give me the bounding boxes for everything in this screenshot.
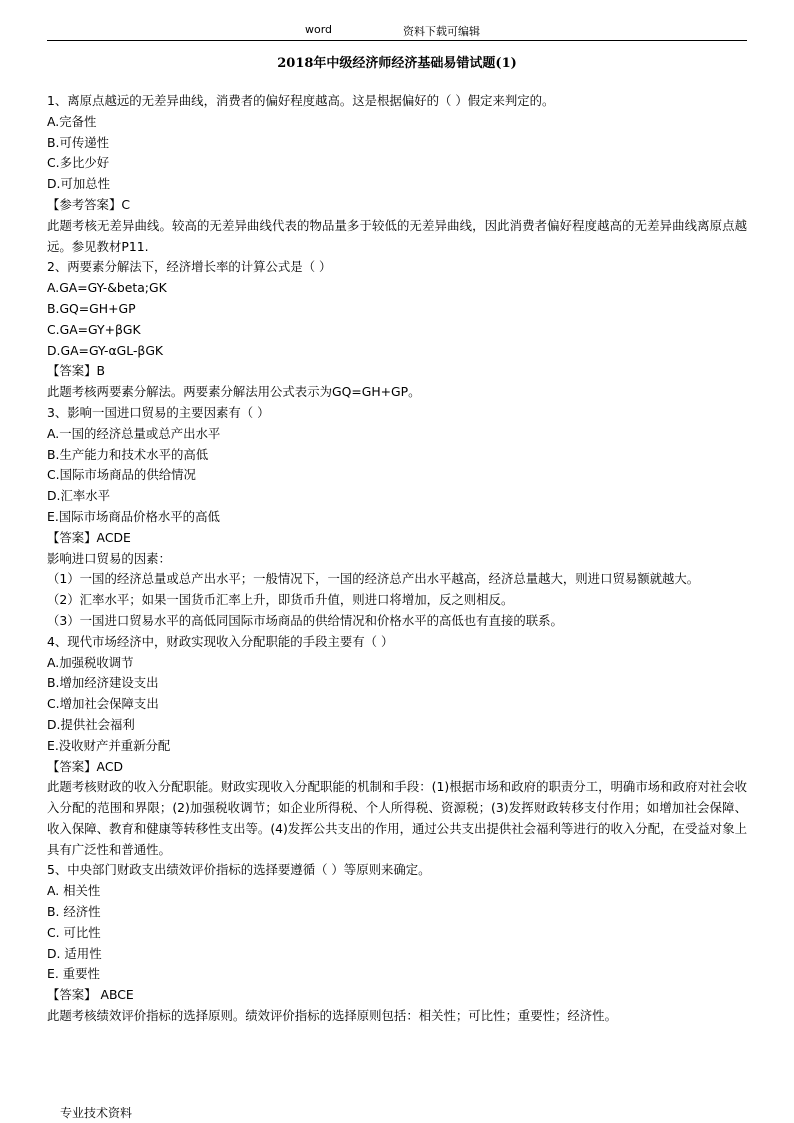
- question-2: 2、两要素分解法下，经济增长率的计算公式是（ ）: [47, 259, 332, 275]
- q4-option-c: C.增加社会保障支出: [47, 696, 159, 712]
- document-body: [47, 91, 747, 1027]
- q4-option-b: B.增加经济建设支出: [47, 675, 159, 691]
- header-right-text: 资料下载可编辑: [403, 25, 480, 38]
- q1-option-a: A.完备性: [47, 113, 97, 129]
- q2-option-c: C.GA=GY+βGK: [47, 321, 141, 337]
- page-header: [47, 22, 747, 41]
- header-left-text: word: [305, 23, 333, 36]
- q3-point-2: （2）汇率水平；如果一国货币汇率上升，即货币升值，则进口将增加，反之则相反。: [47, 592, 514, 608]
- q5-option-b: B. 经济性: [47, 904, 101, 920]
- q5-option-e: E. 重要性: [47, 966, 100, 982]
- q5-option-c: C. 可比性: [47, 924, 101, 940]
- q1-explanation: 此题考核无差异曲线。较高的无差异曲线代表的物品量多于较低的无差异曲线，因此消费者偏好程度越高的无差异曲线离原点越远。参见教材P11.: [47, 217, 747, 254]
- q3-option-b: B.生产能力和技术水平的高低: [47, 446, 209, 462]
- question-4: 4、现代市场经济中，财政实现收入分配职能的手段主要有（ ）: [47, 633, 394, 649]
- q4-option-e: E.没收财产并重新分配: [47, 737, 171, 753]
- document-title: 2018年中级经济师经济基础易错试题(1): [277, 56, 517, 71]
- q3-option-c: C.国际市场商品的供给情况: [47, 467, 196, 483]
- q4-explanation: 此题考核财政的收入分配职能。财政实现收入分配职能的机制和手段：(1)根据市场和政府的职责分工，明确市场和政府对社会收入分配的范围和界限；(2)加强税收调节；如企业所得税、个人所得税、资源税；(3)发挥财政转移支付作用；如增加社会保障、收入保障、教育和健康等转移性支出等。(4)发挥公共支出的作用，通过公共支出提供社会福利等进行的收入分配，在受益对象上具有广泛性和普通性。: [47, 779, 747, 857]
- q5-option-d: D. 适用性: [47, 945, 102, 961]
- q1-option-c: C.多比少好: [47, 155, 110, 171]
- q5-explanation: 此题考核绩效评价指标的选择原则。绩效评价指标的选择原则包括：相关性；可比性；重要性；经济性。: [47, 1008, 617, 1024]
- q3-option-d: D.汇率水平: [47, 488, 111, 504]
- page-footer: 专业技术资料: [60, 1106, 133, 1120]
- question-3: 3、影响一国进口贸易的主要因素有（ ）: [47, 404, 270, 420]
- q5-answer: 【答案】 ABCE: [47, 987, 134, 1003]
- q5-option-a: A. 相关性: [47, 883, 101, 899]
- q1-answer: 【参考答案】C: [47, 196, 130, 212]
- q3-point-3: （3）一国进口贸易水平的高低同国际市场商品的供给情况和价格水平的高低也有直接的联系。: [47, 612, 563, 628]
- q3-intro: 影响进口贸易的因素：: [47, 550, 171, 566]
- question-1: 1、离原点越远的无差异曲线，消费者的偏好程度越高。这是根据偏好的（ ）假定来判定的。: [47, 93, 555, 108]
- q2-answer: 【答案】B: [47, 363, 106, 379]
- q2-option-a: A.GA=GY-&beta;GK: [47, 280, 167, 296]
- q3-point-1: （1）一国的经济总量或总产出水平；一般情况下，一国的经济总产出水平越高，经济总量越大，则进口贸易额就越大。: [47, 571, 700, 587]
- q3-option-e: E.国际市场商品价格水平的高低: [47, 508, 220, 524]
- q2-option-b: B.GQ=GH+GP: [47, 300, 136, 316]
- q4-answer: 【答案】ACD: [47, 758, 124, 774]
- q2-explanation: 此题考核两要素分解法。两要素分解法用公式表示为GQ=GH+GP。: [47, 384, 421, 400]
- q3-option-a: A.一国的经济总量或总产出水平: [47, 425, 221, 441]
- q4-option-a: A.加强税收调节: [47, 654, 134, 670]
- question-5: 5、中央部门财政支出绩效评价指标的选择要遵循（ ）等原则来确定。: [47, 862, 431, 878]
- q4-option-d: D.提供社会福利: [47, 716, 135, 732]
- q3-answer: 【答案】ACDE: [47, 529, 131, 545]
- q1-option-b: B.可传递性: [47, 134, 110, 150]
- q2-option-d: D.GA=GY-αGL-βGK: [47, 342, 164, 358]
- q1-option-d: D.可加总性: [47, 176, 111, 192]
